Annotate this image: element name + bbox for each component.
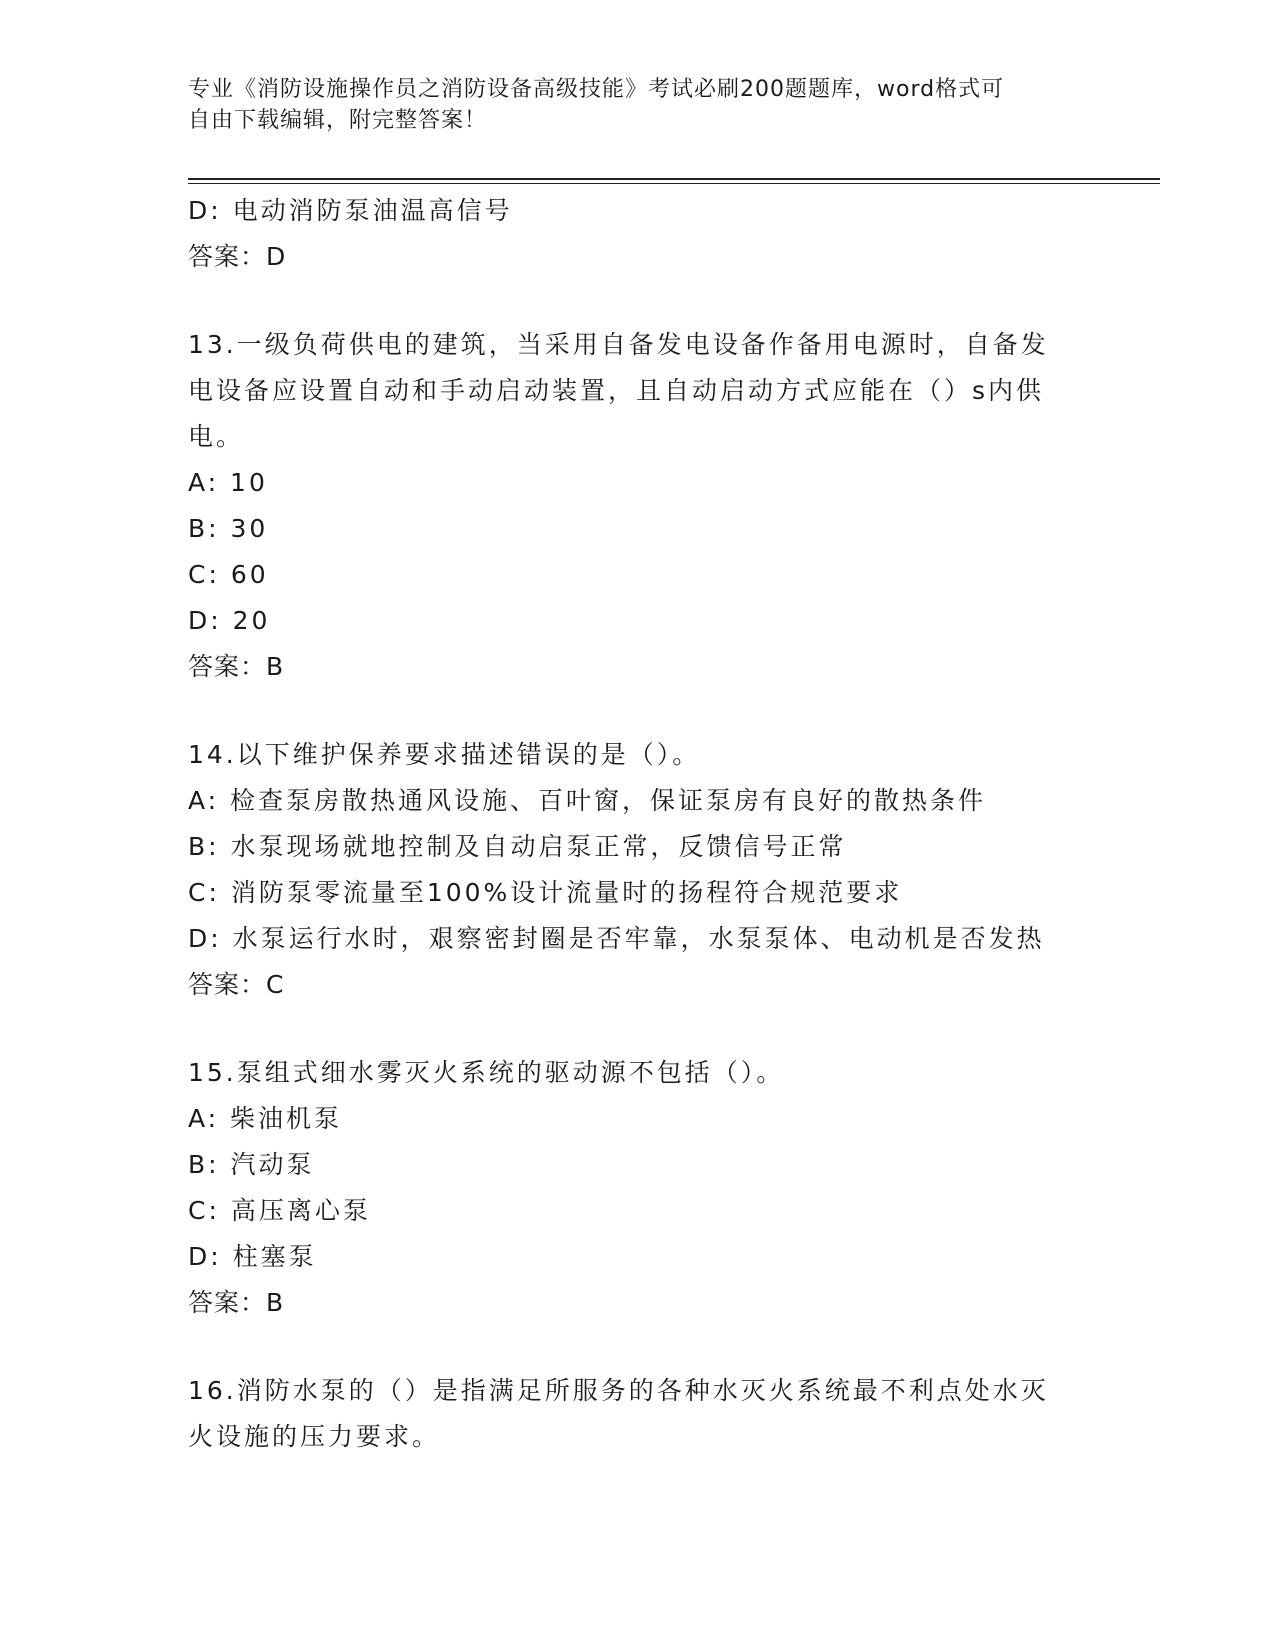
option-a: A: 检查泵房散热通风设施、百叶窗，保证泵房有良好的散热条件 (188, 786, 987, 815)
header-divider-thick (188, 178, 1160, 180)
option-b: B: 30 (188, 514, 269, 543)
document-header (188, 74, 1068, 136)
question-text: 火设施的压力要求。 (188, 1422, 441, 1451)
question-16 (188, 1368, 1088, 1460)
question-content (188, 188, 1088, 1460)
question-text: 电。 (188, 422, 245, 451)
header-divider-thin (188, 183, 1160, 184)
answer-line: 答案：C (188, 970, 285, 999)
option-d: D: 电动消防泵油温高信号 (188, 196, 513, 225)
option-d: D: 柱塞泵 (188, 1242, 317, 1271)
header-line-1: 专业《消防设施操作员之消防设备高级技能》考试必刷200题题库，word格式可 (188, 77, 1005, 102)
question-14 (188, 732, 1088, 1008)
option-c: C: 高压离心泵 (188, 1196, 371, 1225)
option-c: C: 60 (188, 560, 269, 589)
question-text: 15.泵组式细水雾灭火系统的驱动源不包括（）。 (188, 1058, 785, 1087)
question-text: 电设备应设置自动和手动启动装置，且自动启动方式应能在（）s内供 (188, 376, 1045, 405)
option-c: C: 消防泵零流量至100%设计流量时的扬程符合规范要求 (188, 878, 903, 907)
option-b: B: 汽动泵 (188, 1150, 315, 1179)
option-a: A: 柴油机泵 (188, 1104, 343, 1133)
answer-line: 答案：D (188, 242, 287, 271)
question-fragment-12 (188, 188, 1088, 280)
header-line-2: 自由下载编辑，附完整答案！ (188, 108, 488, 133)
question-text: 13.一级负荷供电的建筑，当采用自备发电设备作备用电源时，自备发 (188, 330, 1049, 359)
option-b: B: 水泵现场就地控制及自动启泵正常，反馈信号正常 (188, 832, 847, 861)
question-13 (188, 322, 1088, 690)
option-a: A: 10 (188, 468, 268, 497)
option-d: D: 水泵运行水时，艰察密封圈是否牢靠，水泵泵体、电动机是否发热 (188, 924, 1045, 953)
question-text: 14.以下维护保养要求描述错误的是（）。 (188, 740, 701, 769)
question-text: 16.消防水泵的（）是指满足所服务的各种水灭火系统最不利点处水灭 (188, 1376, 1049, 1405)
answer-line: 答案：B (188, 652, 285, 681)
answer-line: 答案：B (188, 1288, 285, 1317)
question-15 (188, 1050, 1088, 1326)
option-d: D: 20 (188, 606, 271, 635)
